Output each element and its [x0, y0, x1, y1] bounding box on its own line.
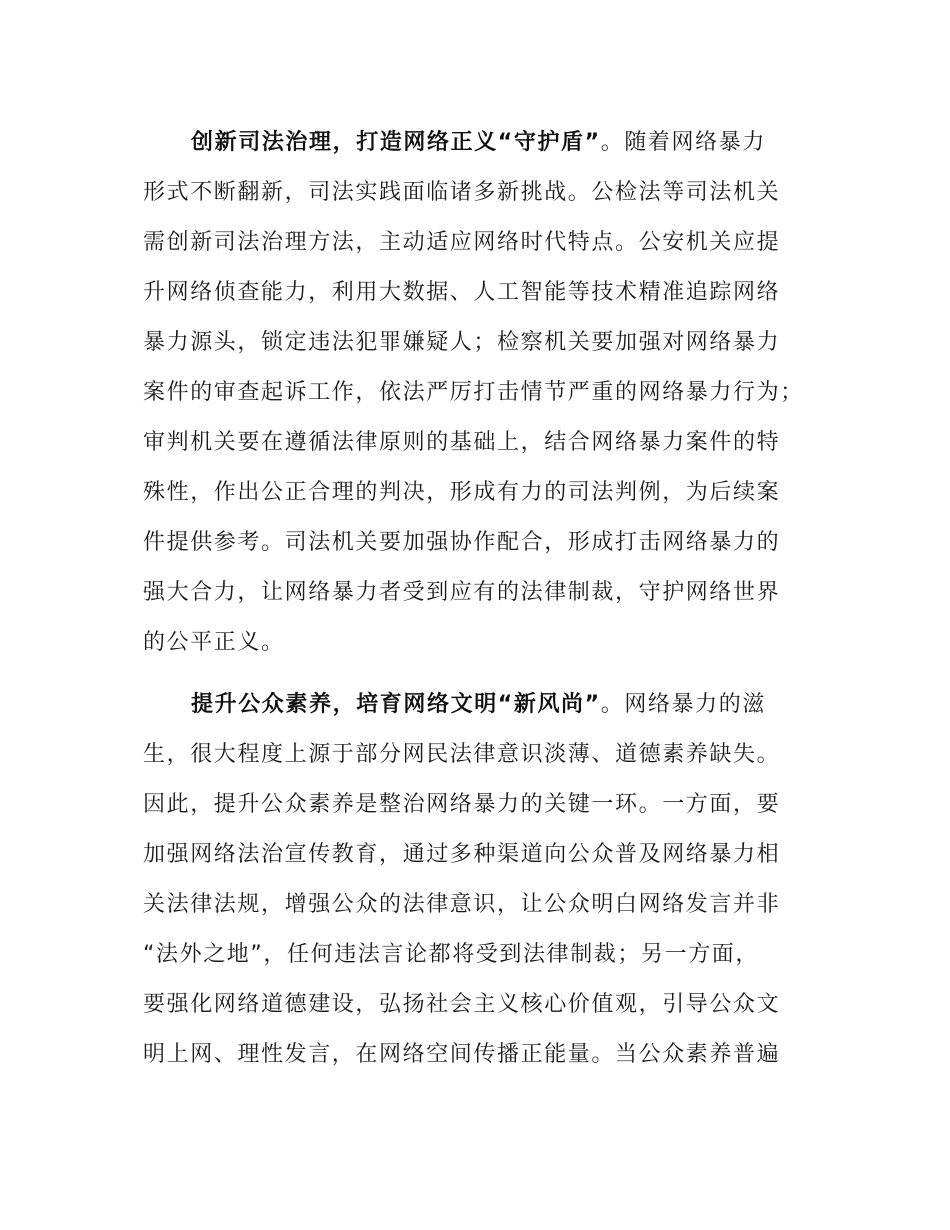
paragraph-line: 升网络侦查能力，利用大数据、人工智能等技术精准追踪网络 — [143, 280, 781, 305]
paragraph-line: 案件的审查起诉工作，依法严厉打击情节严重的网络暴力行为； — [143, 380, 804, 405]
paragraph-line: 要强化网络道德建设，弘扬社会主义核心价值观，引导公众文 — [143, 992, 781, 1017]
paragraph-line: 的公平正义。 — [143, 630, 285, 655]
paragraph-line — [191, 690, 766, 720]
paragraph-heading: 创新司法治理，打造网络正义“守护盾” — [191, 130, 601, 155]
paragraph-line: 形式不断翻新，司法实践面临诸多新挑战。公检法等司法机关 — [143, 180, 781, 205]
paragraph-line: 殊性，作出公正合理的判决，形成有力的司法判例，为后续案 — [143, 480, 781, 505]
paragraph-line: 需创新司法治理方法，主动适应网络时代特点。公安机关应提 — [143, 230, 781, 255]
paragraph-line: 审判机关要在遵循法律原则的基础上，结合网络暴力案件的特 — [143, 430, 781, 455]
paragraph-line: 强大合力，让网络暴力者受到应有的法律制裁，守护网络世界 — [143, 580, 781, 605]
paragraph-text: 。网络暴力的滋 — [600, 692, 766, 717]
paragraph-line: 加强网络法治宣传教育，通过多种渠道向公众普及网络暴力相 — [143, 842, 781, 867]
paragraph-line: 因此，提升公众素养是整治网络暴力的关键一环。一方面，要 — [143, 792, 781, 817]
paragraph-line: 暴力源头，锁定违法犯罪嫌疑人；检察机关要加强对网络暴力 — [143, 330, 781, 355]
paragraph-heading: 提升公众素养，培育网络文明“新风尚” — [191, 692, 601, 717]
paragraph-line: “法外之地”，任何违法言论都将受到法律制裁；另一方面， — [143, 942, 759, 967]
paragraph-text: 。随着网络暴力 — [600, 130, 766, 155]
paragraph-line: 明上网、理性发言，在网络空间传播正能量。当公众素养普遍 — [143, 1042, 781, 1067]
paragraph-line — [191, 128, 766, 158]
paragraph-line: 关法律法规，增强公众的法律意识，让公众明白网络发言并非 — [143, 892, 781, 917]
paragraph-line: 生，很大程度上源于部分网民法律意识淡薄、道德素养缺失。 — [143, 742, 781, 767]
paragraph-line: 件提供参考。司法机关要加强协作配合，形成打击网络暴力的 — [143, 530, 781, 555]
